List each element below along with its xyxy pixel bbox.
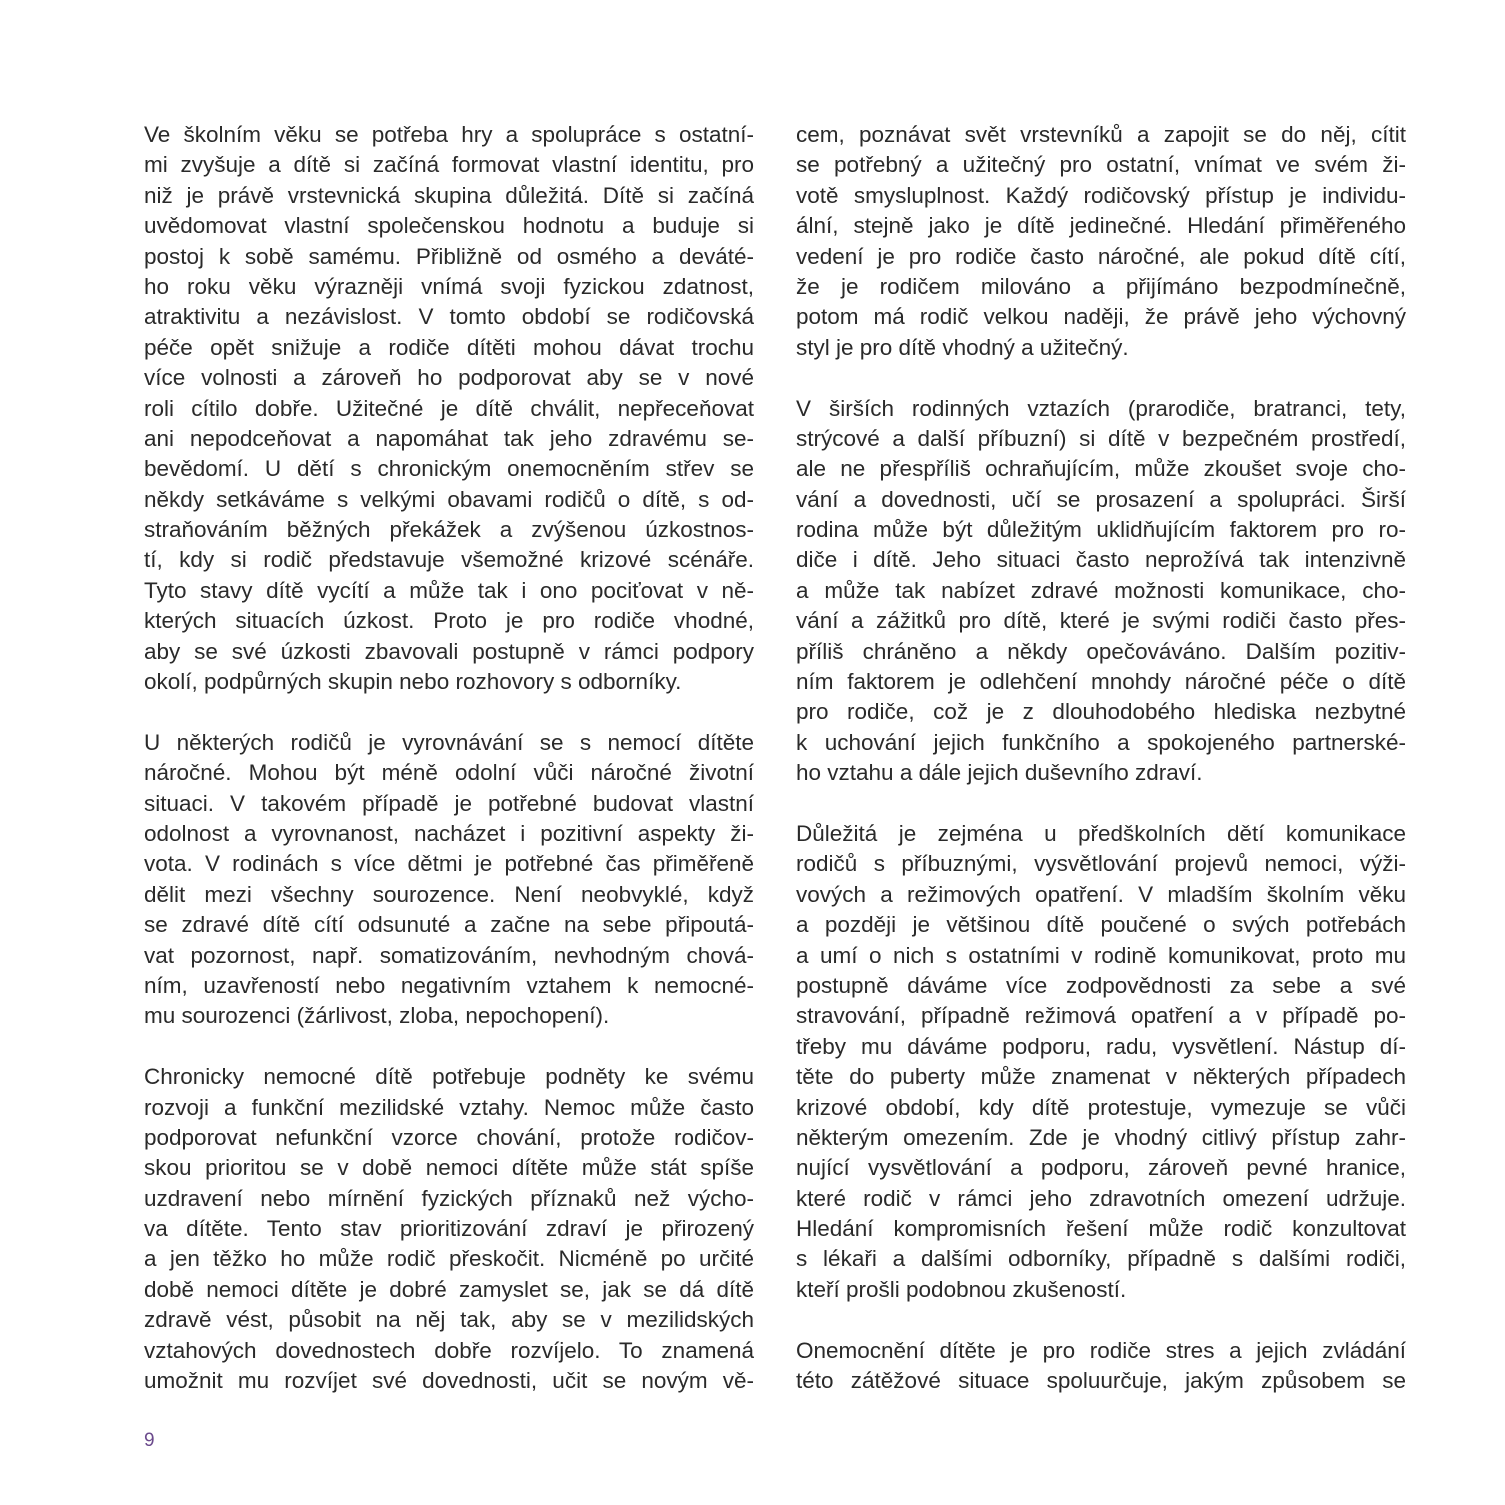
text-line: rodičů s příbuznými, vysvětlování projevů nemoci, výži-	[796, 851, 1406, 877]
text-line: potom má rodič velkou naději, že právě jeho výchovný	[796, 304, 1406, 330]
text-line: Hledání kompromisních řešení může rodič konzultovat	[796, 1216, 1406, 1242]
text-line: Důležitá je zejména u předškolních dětí komunikace	[796, 820, 1406, 846]
paragraph	[796, 120, 1406, 363]
text-line: okolí, podpůrných skupin nebo rozhovory s odborníky.	[144, 669, 682, 695]
text-line: odolnost a vyrovnanost, nacházet i pozitivní aspekty ži-	[144, 820, 754, 846]
left-text-column	[144, 120, 754, 1427]
text-line: aby se své úzkosti zbavovali postupně v rámci podpory	[144, 638, 754, 664]
text-line: uzdravení nebo mírnění fyzických příznaků než výcho-	[144, 1185, 754, 1211]
text-line: ho vztahu a dále jejich duševního zdraví.	[796, 760, 1203, 786]
text-line: stravování, případně režimová opatření a v případě po-	[796, 1003, 1406, 1029]
text-line: ním, uzavřeností nebo negativním vztahem k nemocné-	[144, 972, 754, 998]
text-line: vat pozornost, např. somatizováním, nevhodným chová-	[144, 942, 754, 968]
text-line: diče i dítě. Jeho situaci často neprožívá tak intenzivně	[796, 547, 1406, 573]
text-line: cem, poznávat svět vrstevníků a zapojit se do něj, cítit	[796, 122, 1406, 147]
text-line: rodina může být důležitým uklidňujícím faktorem pro ro-	[796, 517, 1406, 543]
text-line: mi zvyšuje a dítě si začíná formovat vlastní identitu, pro	[144, 152, 754, 178]
text-line: a umí o nich s ostatními v rodině komunikovat, proto mu	[796, 942, 1406, 968]
text-line: Ve školním věku se potřeba hry a spolupráce s ostatní-	[144, 122, 754, 147]
text-line: že je rodičem milováno a přijímáno bezpodmínečně,	[796, 273, 1406, 299]
text-line: těte do puberty může znamenat v některých případech	[796, 1064, 1406, 1090]
text-line: ale ne přespříliš ochraňujícím, může zkoušet svoje cho-	[796, 456, 1406, 482]
text-line: třeby mu dáváme podporu, radu, vysvětlení. Nástup dí-	[796, 1033, 1406, 1059]
text-line: se zdravé dítě cítí odsunuté a začne na sebe připoutá-	[144, 912, 754, 938]
text-line: pro rodiče, což je z dlouhodobého hlediska nezbytné	[796, 699, 1406, 725]
text-line: podporovat nefunkční vzorce chování, protože rodičov-	[144, 1124, 754, 1150]
text-line: kterých situacích úzkost. Proto je pro rodiče vhodné,	[144, 608, 754, 634]
text-line: a může tak nabízet zdravé možnosti komunikace, cho-	[796, 577, 1406, 603]
paragraph	[144, 120, 754, 697]
text-line: niž je právě vrstevnická skupina důležitá. Dítě si začíná	[144, 182, 754, 208]
text-line: krizové období, kdy dítě protestuje, vymezuje se vůči	[796, 1094, 1406, 1120]
text-line: skou prioritou se v době nemoci dítěte může stát spíše	[144, 1155, 754, 1181]
text-line: vání a zážitků pro dítě, které je svými rodiči často přes-	[796, 608, 1406, 634]
right-text-column	[796, 120, 1406, 1427]
text-line: postupně dáváme více zodpovědnosti za sebe a své	[796, 972, 1406, 998]
paragraph	[796, 1336, 1406, 1397]
text-line: tí, kdy si rodič představuje všemožné krizové scénáře.	[144, 547, 754, 573]
text-line: U některých rodičů je vyrovnávání se s nemocí dítěte	[144, 729, 754, 755]
text-line: náročné. Mohou být méně odolní vůči náročné životní	[144, 760, 754, 786]
text-line: mu sourozenci (žárlivost, zloba, nepochopení).	[144, 1003, 610, 1029]
text-line: ho roku věku výrazněji vnímá svoji fyzickou zdatnost,	[144, 273, 754, 299]
text-line: vových a režimových opatření. V mladším školním věku	[796, 881, 1406, 907]
text-line: umožnit mu rozvíjet své dovednosti, učit se novým vě-	[144, 1368, 754, 1394]
text-line: vedení je pro rodiče často náročné, ale pokud dítě cítí,	[796, 243, 1406, 269]
text-line: straňováním běžných překážek a zvýšenou úzkostnos-	[144, 517, 754, 543]
text-line: zdravě vést, působit na něj tak, aby se v mezilidských	[144, 1307, 754, 1333]
text-line: době nemoci dítěte je dobré zamyslet se, jak se dá dítě	[144, 1276, 754, 1302]
text-line: rozvoji a funkční mezilidské vztahy. Nemoc může často	[144, 1094, 754, 1120]
text-line: více volnosti a zároveň ho podporovat aby se v nové	[144, 365, 754, 391]
paragraph	[144, 728, 754, 1032]
text-line: atraktivitu a nezávislost. V tomto období se rodičovská	[144, 304, 754, 330]
paragraph	[144, 1062, 754, 1396]
text-line: situaci. V takovém případě je potřebné budovat vlastní	[144, 790, 754, 816]
text-line: k uchování jejich funkčního a spokojeného partnerské-	[796, 729, 1406, 755]
text-line: kteří prošli podobnou zkušeností.	[796, 1276, 1127, 1302]
text-line: vání a dovednosti, učí se prosazení a spolupráci. Širší	[796, 486, 1406, 512]
text-line: vztahových dovednostech dobře rozvíjelo. To znamená	[144, 1337, 754, 1363]
text-line: které rodič v rámci jeho zdravotních omezení udržuje.	[796, 1185, 1406, 1211]
text-line: některým omezením. Zde je vhodný citlivý přístup zahr-	[796, 1124, 1406, 1150]
text-line: Tyto stavy dítě vycítí a může tak i ono pociťovat v ně-	[144, 577, 754, 603]
text-line: vota. V rodinách s více dětmi je potřebné čas přiměřeně	[144, 851, 754, 877]
text-line: uvědomovat vlastní společenskou hodnotu a buduje si	[144, 213, 754, 239]
paragraph	[796, 394, 1406, 789]
text-line: styl je pro dítě vhodný a užitečný.	[796, 334, 1129, 360]
paragraph	[796, 819, 1406, 1305]
text-line: Chronicky nemocné dítě potřebuje podněty ke svému	[144, 1064, 754, 1090]
text-line: Onemocnění dítěte je pro rodiče stres a jejich zvládání	[796, 1337, 1406, 1363]
text-line: někdy setkáváme s velkými obavami rodičů o dítě, s od-	[144, 486, 754, 512]
text-line: a později je většinou dítě poučené o svých potřebách	[796, 912, 1406, 938]
text-line: se potřebný a užitečný pro ostatní, vnímat ve svém ži-	[796, 152, 1406, 178]
text-line: va dítěte. Tento stav prioritizování zdraví je přirozený	[144, 1216, 754, 1242]
text-line: nující vysvětlování a podporu, zároveň pevné hranice,	[796, 1155, 1406, 1181]
text-line: bevědomí. U dětí s chronickým onemocněním střev se	[144, 456, 754, 482]
text-line: strýcové a další příbuzní) si dítě v bezpečném prostředí,	[796, 425, 1406, 451]
text-line: ální, stejně jako je dítě jedinečné. Hledání přiměřeného	[796, 213, 1406, 239]
text-line: a jen těžko ho může rodič přeskočit. Nicméně po určité	[144, 1246, 754, 1272]
text-line: této zátěžové situace spoluurčuje, jakým způsobem se	[796, 1368, 1406, 1394]
text-line: votě smysluplnost. Každý rodičovský přístup je individu-	[796, 182, 1406, 208]
page-number: 9	[144, 1430, 155, 1451]
text-line: s lékaři a dalšími odborníky, případně s dalšími rodiči,	[796, 1246, 1406, 1272]
text-line: ním faktorem je odlehčení mnohdy náročné péče o dítě	[796, 669, 1406, 695]
text-line: ani nepodceňovat a napomáhat tak jeho zdravému se-	[144, 425, 754, 451]
text-line: roli cítilo dobře. Užitečné je dítě chválit, nepřeceňovat	[144, 395, 754, 421]
text-line: V širších rodinných vztazích (prarodiče, bratranci, tety,	[796, 395, 1406, 421]
text-line: dělit mezi všechny sourozence. Není neobvyklé, když	[144, 881, 754, 907]
text-line: péče opět snižuje a rodiče dítěti mohou dávat trochu	[144, 334, 754, 360]
text-line: postoj k sobě samému. Přibližně od osmého a deváté-	[144, 243, 754, 269]
text-line: příliš chráněno a někdy opečováváno. Dalším pozitiv-	[796, 638, 1406, 664]
